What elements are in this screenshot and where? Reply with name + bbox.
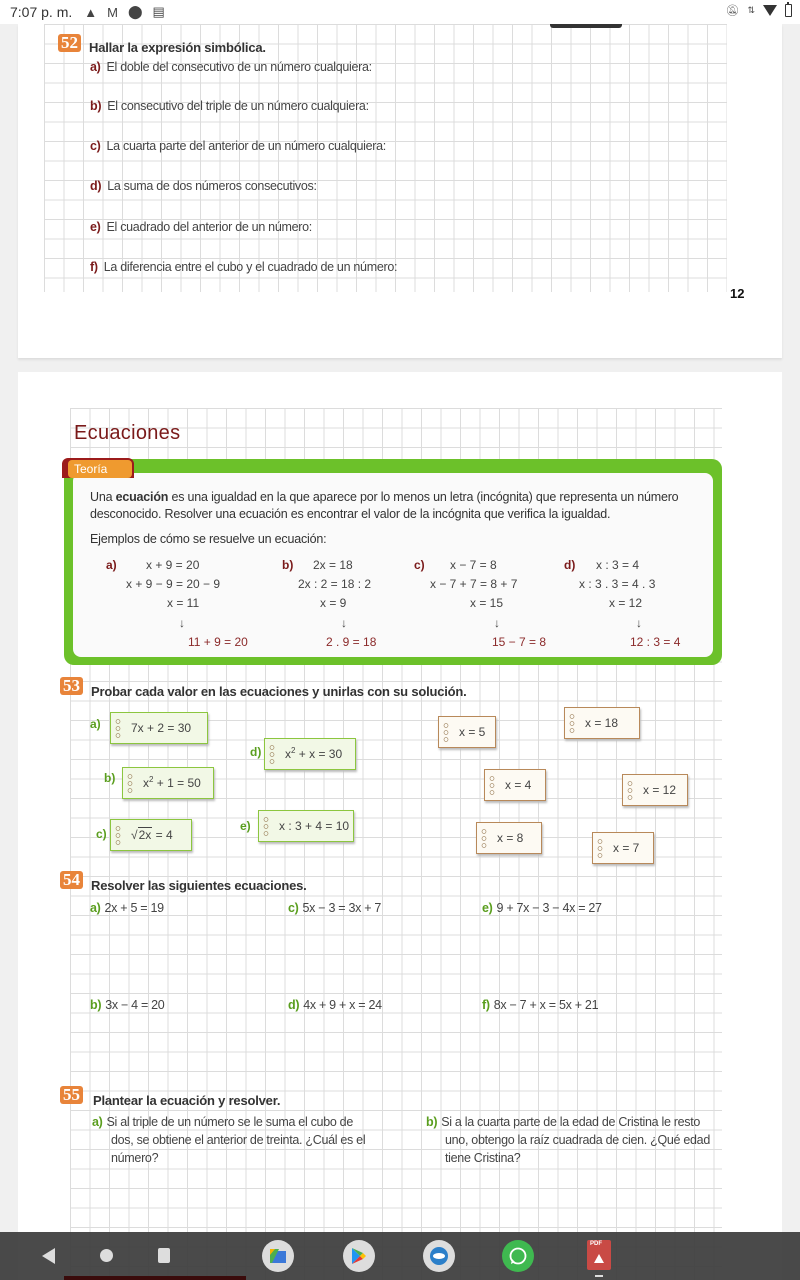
exercise-54-number: 54 [60,871,83,889]
pdf-page-13[interactable]: Ecuaciones Teoría Una ecuación es una igualdad en la que aparece por lo menos un letra (incógnita) que representa un número desconocido. Resolver una ecuación es encontrar el valor de la incógnita que verifica la igualdad. Ejemplos de cómo se resuelve un ecuación: a) x + 9 = 20 x + 9 − 9 = 20 − 9 x = 11 ↓ 11 + 9 = 20 b) 2x = 18 2x : 2 = 18 : 2 x = 9 ↓ 2 . 9 = 18 c) x − 7 = 8 x − 7 + 7 = 8 + 7 x = 15 ↓ 15 − 7 = 8 d) x : 3 = 4 x : 3 . 3 = 4 . 3 x = 12 ↓ 12 : 3 = 4 53 Probar cada valor en las ecuaciones y unirlas con su solución. a) 7x + 2 = 30 b) $x^2 + 1 = 50$ c) √2x = 4 d) $x^2 + x = 30$ e) x : 3 + 4 = 10 x = 5 x = 18 x = 4 x = 12 x = 8 x = 7 54 Resolver las siguientes ecuaciones. a) 2x + 5 = 19 c) 5x − 3 = 3x + 7 e) 9 + 7x − 3 − 4x = 27 b) 3x − 4 = 20 d) 4x + 9 + x = 24 f) 8x − 7 + x = 5x + 21 55 Plantear la ecuación y resolver. a) Si al triple de un número se le suma el cubo de dos, se obtiene el anterior de treinta. ¿Cuál es el número? b) Si a la cuarta parte de la edad de Cristina le resto uno, obtengo la raíz cuadrada de cien. ¿Qué edad tiene Cristina? [18,372,782,1280]
exercise-52-item: c) La cuarta parte del anterior de un número cualquiera: [90,139,386,153]
exercise-55-title: Plantear la ecuación y resolver. [93,1093,281,1108]
equation-label: d) [250,745,262,759]
wifi-icon [763,5,777,16]
problem-b: b) Si a la cuarta parte de la edad de Cristina le resto uno, obtengo la raíz cuadrada de cien. ¿Qué edad tiene Cristina? [426,1115,710,1165]
gmail-icon: M [107,4,118,20]
files-app-icon[interactable] [262,1240,294,1272]
status-time: 7:07 p. m. [10,4,73,20]
exercise-52-item: d) La suma de dos números consecutivos: [90,179,317,193]
section-title: Ecuaciones [74,422,181,444]
solution-card[interactable]: x = 12 [622,774,688,806]
equation-item: b) 3x − 4 = 20 [90,998,165,1012]
ring-binding-icon [569,713,575,733]
exercise-52-item: e) El cuadrado del anterior de un número: [90,220,312,234]
ring-binding-icon [269,744,275,764]
ring-binding-icon [597,838,603,858]
equation-card-e[interactable]: x : 3 + 4 = 10 [258,810,354,842]
ring-binding-icon [127,773,133,793]
solution-card[interactable]: x = 18 [564,707,640,739]
exercise-53-number: 53 [60,677,83,695]
teoria-label: Teoría [68,460,132,478]
equation-card-c[interactable]: √2x = 4 [110,819,192,851]
exercise-55-number: 55 [60,1086,83,1104]
equation-item: c) 5x − 3 = 3x + 7 [288,901,382,915]
back-icon[interactable] [42,1248,55,1264]
equation-item: f) 8x − 7 + x = 5x + 21 [482,998,599,1012]
equation-item: d) 4x + 9 + x = 24 [288,998,382,1012]
solution-card[interactable]: x = 7 [592,832,654,864]
location-icon: ⬤ [127,4,143,19]
solution-card[interactable]: x = 8 [476,822,542,854]
equation-label: b) [104,771,116,785]
page-number: 12 [730,286,745,301]
home-icon[interactable] [100,1249,113,1262]
recents-icon[interactable] [158,1248,170,1263]
play-store-icon[interactable] [343,1240,375,1272]
exercise-53-title: Probar cada valor en las ecuaciones y unirlas con su solución. [91,684,467,699]
exercise-52-item: f) La diferencia entre el cubo y el cuadrado de un número: [90,260,398,274]
mute-icon: 🔕︎ [725,5,740,17]
exercise-52-number: 52 [58,34,81,52]
equation-card-d[interactable]: $x^2 + x = 30$ [264,738,356,770]
active-app-indicator [595,1275,603,1277]
equation-item: a) 2x + 5 = 19 [90,901,164,915]
equation-card-a[interactable]: 7x + 2 = 30 [110,712,208,744]
equation-label: a) [90,717,101,731]
status-bar [0,0,800,24]
pdf-page-12[interactable] [18,24,782,358]
bottom-strip [64,1276,246,1280]
battery-icon [785,4,792,17]
exercise-52-item: a) El doble del consecutivo de un número cualquiera: [90,60,372,74]
navigation-bar [0,1232,800,1280]
deals-app-icon[interactable] [423,1240,455,1272]
problem-a: a) Si al triple de un número se le suma el cubo de dos, se obtiene el anterior de treinta. ¿Cuál es el número? [92,1115,366,1165]
equation-card-b[interactable]: $x^2 + 1 = 50$ [122,767,214,799]
equation-label: c) [96,827,107,841]
news-icon: ▤ [152,4,165,19]
ring-binding-icon [481,828,487,848]
whatsapp-icon[interactable] [502,1240,534,1272]
data-arrows-icon: ⇅ [747,5,755,15]
ring-binding-icon [115,718,121,738]
equation-label: e) [240,819,251,833]
pdf-app-icon[interactable]: PDF [587,1240,611,1270]
warning-icon: ▲ [84,4,98,20]
ring-binding-icon [443,722,449,742]
ring-binding-icon [115,825,121,845]
exercise-52-title: Hallar la expresión simbólica. [89,40,266,55]
solution-card[interactable]: x = 5 [438,716,496,748]
ring-binding-icon [263,816,269,836]
ring-binding-icon [627,780,633,800]
equation-item: e) 9 + 7x − 3 − 4x = 27 [482,901,602,915]
exercise-54-title: Resolver las siguientes ecuaciones. [91,878,307,893]
exercise-52-item: b) El consecutivo del triple de un número cualquiera: [90,99,369,113]
page-top-marker [550,24,622,28]
solution-card[interactable]: x = 4 [484,769,546,801]
ring-binding-icon [489,775,495,795]
teoria-definition: Una ecuación es una igualdad en la que aparece por lo menos un letra (incógnita) que representa un número desconocido. Resolver una ecuación es encontrar el valor de la incógnita que verifica la igualdad. [90,490,679,521]
teoria-examples-title: Ejemplos de cómo se resuelve un ecuación: [90,532,327,546]
